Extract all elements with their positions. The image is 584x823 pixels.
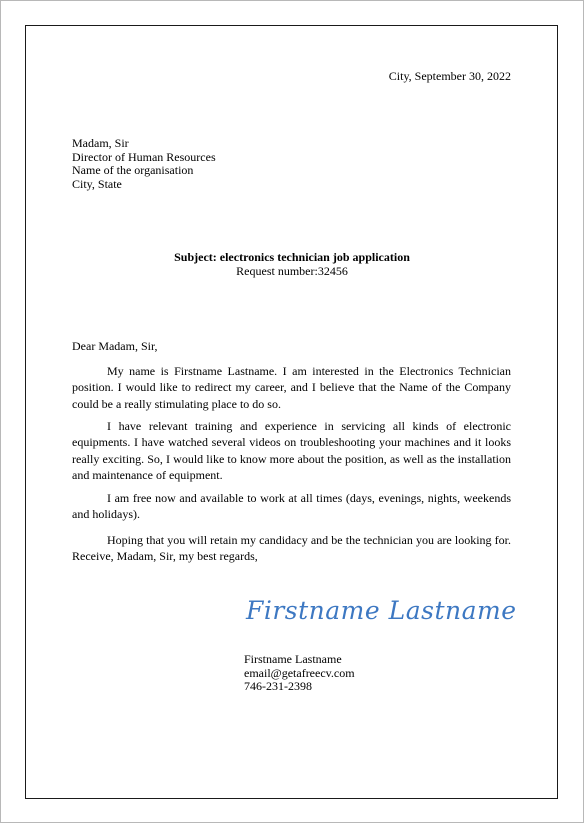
body-paragraph-4: Hoping that you will retain my candidacy and be the technician you are looking for. Receive, Madam, Sir, my best regards, [72,533,511,564]
sender-contact [244,653,355,694]
sender-email: email@getafreecv.com [244,665,355,680]
body-paragraph-2: I have relevant training and experience in servicing all kinds of electronic equipments. I have watched several videos on troubleshooting your machines and it looks really exciting. So, I would like to know more about the position, as well as the installation and maintenance of equipment. [72,419,511,483]
body-paragraph-1: My name is Firstname Lastname. I am interested in the Electronics Technician position. I would like to redirect my career, and I believe that the Name of the Company could be a really stimulating place to do so. [72,364,511,411]
handwritten-signature: Firstname Lastname [246,596,517,625]
sender-name: Firstname Lastname [244,652,342,666]
sender-phone: 746-231-2398 [244,679,312,693]
subject-block [0,251,584,278]
subject-line: Subject: electronics technician job application [174,250,410,264]
recipient-city: City, State [72,176,122,191]
letter-date: City, September 30, 2022 [388,69,511,83]
request-number: Request number:32456 [236,263,348,278]
body-paragraph-3: I am free now and available to work at all times (days, evenings, nights, weekends and holidays). [72,491,511,522]
salutation: Dear Madam, Sir, [72,339,158,353]
recipient-title: Director of Human Resources [72,149,216,164]
recipient-address [72,137,216,191]
recipient-salutation-line: Madam, Sir [72,136,129,150]
recipient-organisation: Name of the organisation [72,163,194,177]
